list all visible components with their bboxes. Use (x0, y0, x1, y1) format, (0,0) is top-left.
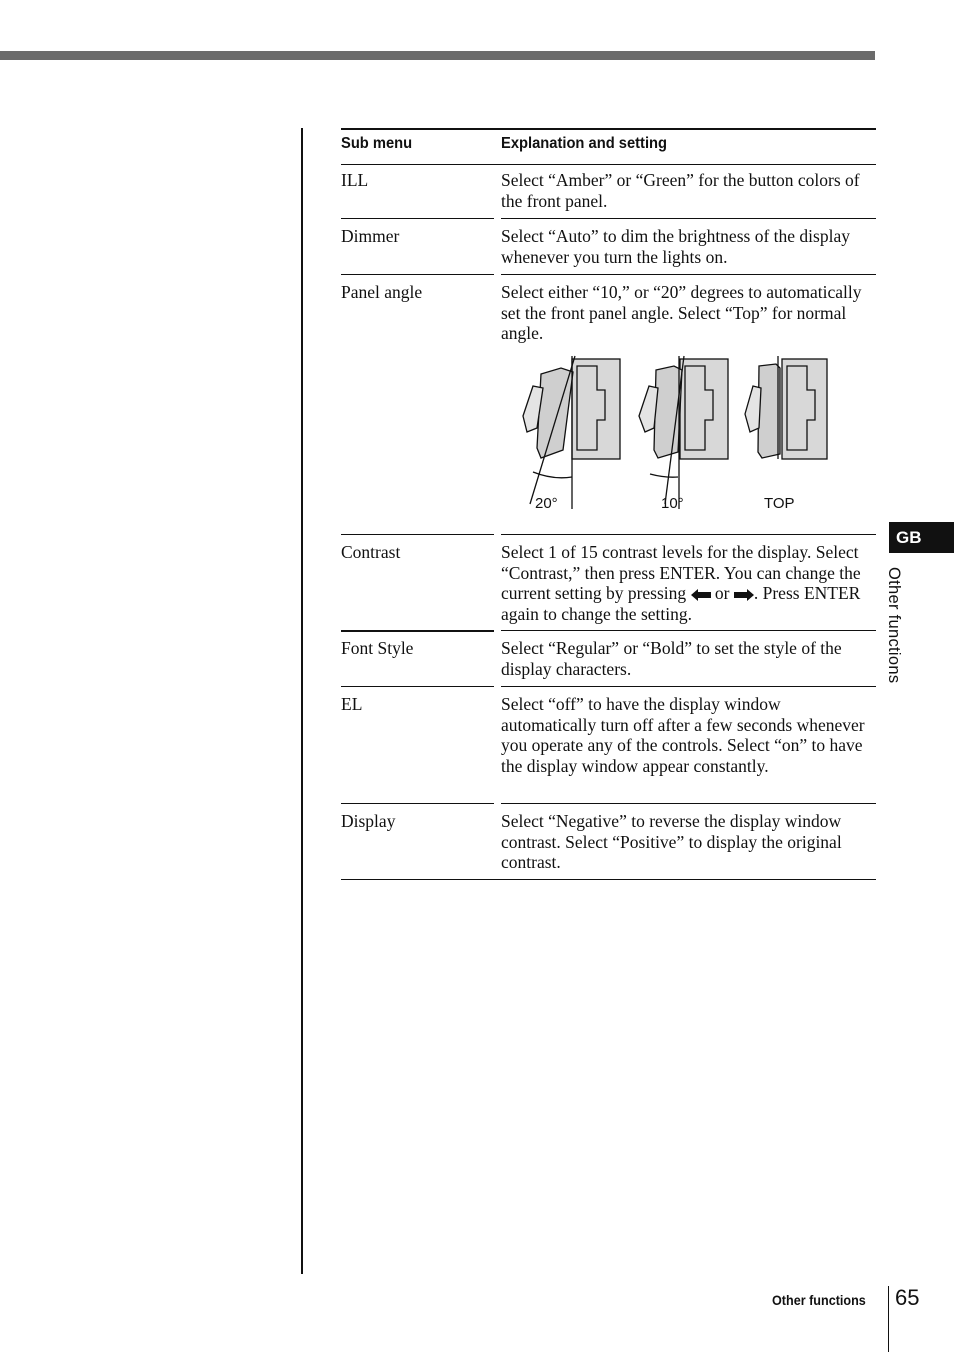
contrast-text-a: Select 1 of 15 contrast levels for the display. Select “Contrast,” then press ENTER. You can change the current setting by pressing (501, 542, 861, 603)
footer-divider (888, 1286, 889, 1352)
row-sub-menu: Contrast (341, 542, 401, 562)
row-sub-menu: EL (341, 694, 363, 714)
row-divider (501, 630, 876, 631)
row-sub-menu: ILL (341, 170, 369, 190)
row-divider (501, 686, 876, 687)
submenu-table (341, 128, 876, 872)
row-sub-menu: Display (341, 811, 396, 831)
panel-angle-diagram (501, 354, 831, 519)
row-divider (341, 630, 494, 632)
row-sub-menu: Dimmer (341, 226, 400, 246)
row-divider (501, 218, 876, 219)
contrast-text-c: . Press ENTER again to change the setting. (501, 583, 861, 624)
header-bar (0, 51, 875, 60)
row-explanation: Select “Amber” or “Green” for the button colors of the front panel. (501, 170, 860, 211)
row-divider (341, 803, 494, 804)
language-tab: GB (889, 522, 954, 553)
right-arrow-icon (734, 589, 754, 601)
page-number: 65 (895, 1285, 920, 1310)
header-sub-menu: Sub menu (341, 135, 413, 152)
row-divider (341, 686, 494, 687)
row-sub-menu: Font Style (341, 638, 414, 658)
row-divider (501, 274, 876, 275)
row-explanation: Select either “10,” or “20” degrees to automatically set the front panel angle. Select “Top” for normal angle. (501, 282, 862, 343)
row-sub-menu: Panel angle (341, 282, 423, 302)
row-explanation (501, 542, 879, 624)
contrast-text-or: or (714, 583, 730, 603)
angle-label-10: 10° (661, 495, 684, 512)
table-bottom-rule (341, 879, 876, 880)
header-explanation: Explanation and setting (501, 135, 668, 152)
row-explanation: Select “Auto” to dim the brightness of the display whenever you turn the lights on. (501, 226, 850, 267)
row-divider (341, 218, 494, 219)
footer-section-label: Other functions (772, 1292, 866, 1308)
table-header (341, 128, 876, 165)
row-divider (341, 534, 494, 535)
margin-rule (301, 128, 303, 1274)
row-explanation: Select “off” to have the display window automatically turn off after a few seconds whenever you operate any of the controls. Select “on” to have the display window appear constantly. (501, 694, 865, 776)
section-side-label: Other functions (885, 567, 903, 684)
row-explanation: Select “Negative” to reverse the display window contrast. Select “Positive” to display the original contrast. (501, 811, 842, 872)
angle-label-top: TOP (764, 495, 795, 512)
row-divider (501, 803, 876, 804)
angle-label-20: 20° (535, 495, 558, 512)
row-divider (341, 274, 494, 275)
row-divider (501, 534, 876, 535)
left-arrow-icon (691, 589, 711, 601)
row-explanation: Select “Regular” or “Bold” to set the style of the display characters. (501, 638, 842, 679)
